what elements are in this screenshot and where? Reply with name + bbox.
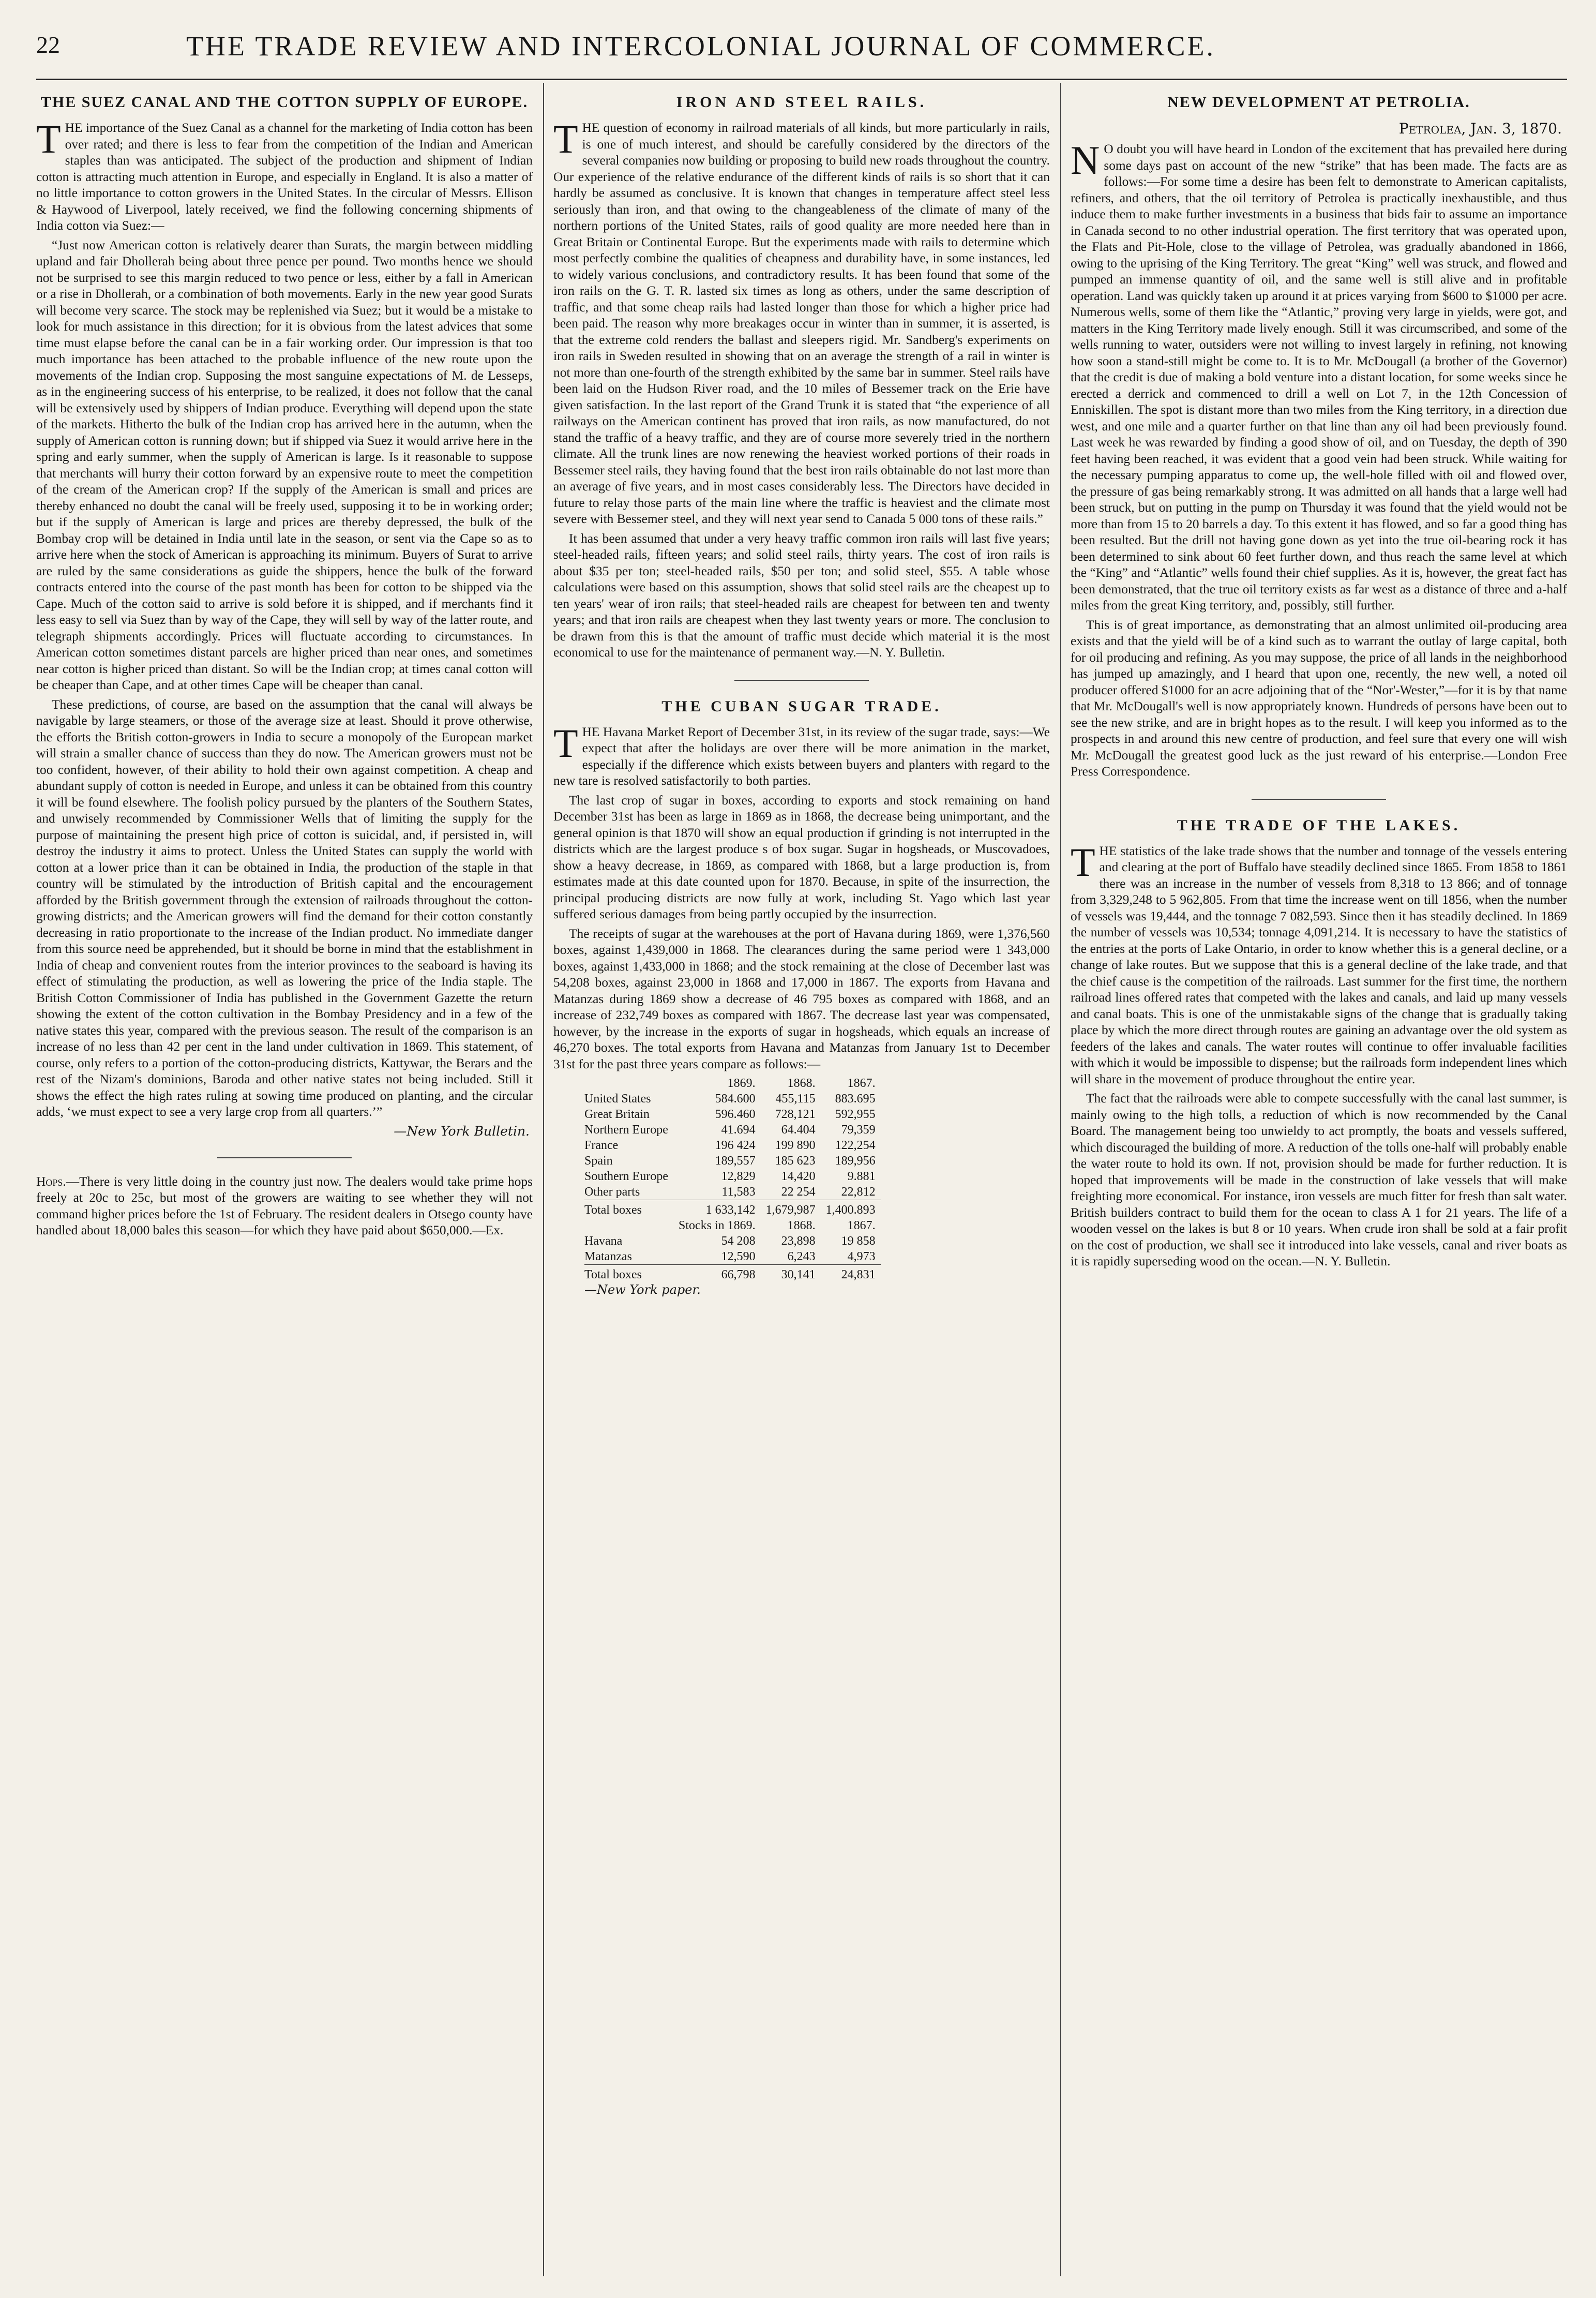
- row-label: Matanzas: [584, 1250, 632, 1263]
- table-row: [584, 1184, 881, 1200]
- table-row: [584, 1107, 881, 1122]
- paragraph-text: O doubt you will have heard in London of the excitement that has prevailed here during some days past on account of the new “strike” that has been made. The facts are as follows:—For some time a desire has been felt to demonstrate to American capitalists, refiners, and others, that the oil territory of Petrolea is practically inexhaustible, and thus induce them to make further investments in a business that bids fair to assume an importance in Canada second to no other industrial operation. The first territory that was operated upon, the Flats and Pit-Hole, close to the village of Petrolea, was gradually abandoned in 1866, owing to the uprising of the King Territory. The great “King” well was struck, and flowed and pumped an immense quantity of oil, and the same well is still alive and in profitable operation. Land was quickly taken up around it at prices varying from $600 to $1000 per acre. Numerous wells, some of them like the “Atlantic,” proving very large in yields, were got, and matters in the King Territory made lively enough. Still it was circumscribed, and some of the wells running to water, outsiders were not willing to invest largely in refining, not knowing how soon a stand-still might be come to. It is to Mr. McDougall (a brother of the Governor) that the credit is due of making a bold venture into a distant location, for some weeks since he erected a derrick and commenced to drill a well on Lot 7, in the 12th Concession of Enniskillen. The spot is distant more than two miles from the King territory, in a direction due west, and one mile and a quarter further on that line than any oil had been previously found. Last week he was rewarded by finding a good show of oil, and on Tuesday, the depth of 390 feet having been reached, it was evident that a good vein had been struck. While waiting for the necessary pumping apparatus to come up, the well-hole filled with oil and flowed over, the pressure of gas being remarkably strong. It was admitted on all hands that a large well had been struck, but on putting in the pump on Thursday it was found that the yield would not be more than from 15 to 20 barrels a day. To this extent it has flowed, and so far a good thing has been resulted. But the drill not having gone down as yet into the true oil-bearing rock it has been determined to sink about 60 feet further down, and thus reach the same level at which the “King” and “Atlantic” wells found their chief supplies. As it is, however, the great fact has been demonstrated, that the true oil territory exists as far west as a distance of three and a-half miles from the great King territory, and, possibly, still further.: [1071, 142, 1567, 613]
- drop-cap: N: [1071, 138, 1100, 183]
- column-1: [36, 89, 533, 2272]
- table-cell: 22,812: [841, 1185, 876, 1199]
- article-separator: [217, 1157, 352, 1158]
- table-cell: 6,243: [787, 1250, 816, 1263]
- hops-text: —There is very little doing in the country just now. The dealers would take prime hops freely at 20c to 25c, but most of the growers are waiting to see whether they will not command higher prices before the 1st of February. The resident dealers in Otsego county have handled about 18,000 bales this season—for which they have paid about $650,000.—Ex.: [36, 1174, 533, 1237]
- table-cell: 54 208: [721, 1234, 756, 1248]
- article-title-suez: THE SUEZ CANAL AND THE COTTON SUPPLY OF EUROPE.: [40, 94, 529, 111]
- table-row: [584, 1249, 881, 1265]
- table-cell: 23,898: [781, 1234, 816, 1248]
- article-title-petrolia: NEW DEVELOPMENT AT PETROLIA.: [1167, 94, 1470, 111]
- article-separator: [734, 680, 869, 681]
- column-3: [1071, 89, 1567, 2272]
- table-cell: 199 890: [775, 1139, 816, 1152]
- column-header: 1869.: [727, 1077, 756, 1090]
- drop-cap: T: [553, 116, 578, 161]
- article-paragraph: These predictions, of course, are based on the assumption that the canal will always be navigable by large steamers, or those of the average size at least. Should it prove otherwise, the efforts the British cotton-growers in India to secure a monopoly of the European market will strain a smaller chance of success than they do now. The American growers must not be too confident, however, of their ability to hold their own against competition. A cheap and abundant supply of cotton is needed in Europe, and unless it can be obtained from this country it will be found elsewhere. The foolish policy pursued by the planters of the Southern States, and unwisely recommended by Commissioner Wells that of limiting the supply for the purpose of maintaining the present high price of cotton is suicidal, and, if persisted in, will destroy the industry it aims to protect. Unless the United States can supply the world with cotton at a lower price than it can be obtained in India, the production of the staple in that country will be stimulated by the introduction of British capital and the encouragement afforded by the British government through the extension of railroads throughout the cotton-growing districts; and the American growers will find the demand for their cotton constantly decreasing in ratio proportionate to the increase of the Indian product. No immediate danger from this source need be apprehended, but it should be borne in mind that the establishment in India of cheap and convenient routes from the interior provinces to the seaboard is having its effect of stimulating the production, as well as lowering the price of the India staple. The British Cotton Commissioner of India has published in the Government Gazette the return showing the extent of the cotton cultivation in the Bombay Presidency and in a few of the native states this year, compared with the previous season. The result of the comparison is an increase of no less than 42 per cent in the land under cultivation in 1869. This statement, of course, only refers to a portion of the cotton-producing districts, Kattywar, the Berars and the rest of the Nizam's dominions, Baroda and other native states not being included. Still it shows the effect the high rates ruling at sowing time produced on planting, and the circular adds, ‘we must expect to see a very large crop from all quarters.’”: [36, 697, 533, 1119]
- article-source: —New York paper.: [584, 1282, 701, 1297]
- table-row: [584, 1122, 881, 1138]
- row-label: Northern Europe: [584, 1123, 668, 1137]
- article-paragraph: The last crop of sugar in boxes, according to exports and stock remaining on hand December 31st has been as large in 1869 as in 1868, the decrease being unimportant, and the general opinion is that 1870 will show an equal production if grinding is not interrupted in the districts which are the largest produce s of box sugar. Sugar in hogsheads, or Muscovadoes, show a heavy decrease, in 1869, as compared with 1868, but a large production is, from estimates made at this date counted upon for 1870. Because, in spite of the insurrection, the principal producing districts are now fully at work, including St. Yago which last year suffered serious damages from being partly occupied by the insurrection.: [553, 793, 1050, 921]
- drop-cap: T: [553, 720, 578, 766]
- table-cell: 1,400.893: [821, 1200, 881, 1218]
- table-cell: 12,590: [721, 1250, 756, 1263]
- article-paragraph: [1071, 839, 1567, 1088]
- column-2: [553, 89, 1050, 2272]
- paragraph-text: HE question of economy in railroad materials of all kinds, but more particularly in rails, is one of much interest, and should be carefully considered by the directors of the several companies now building or proposing to build new roads throughout the country. Our experience of the relative endurance of the different kinds of rails is so short that it can hardly be assumed as conclusive. It is known that changes in temperature affect steel less seriously than iron, and that owing to the changeableness of the climate of many of the northern portions of the United States, rails of good quality are more needed here than in Great Britain or Continental Europe. But the experiments made with rails to determine which most perfectly combine the qualities of cheapness and durability have, in some instances, led to widely various conclusions, and contradictory results. It has been found that some of the iron rails on the G. T. R. lasted six times as long as others, under the same description of traffic, and that some cheap rails had lasted longer than those for which a higher price had been paid. The reason why more breakages occur in winter than in summer, it is asserted, is that the extreme cold renders the ballast and sleepers rigid. Mr. Sandberg's experiments on iron rails in Sweden resulted in showing that on an average the strength of a rail in winter is not more than one-fourth of the strength exhibited by the same bar in summer. Steel rails have been laid on the Hudson River road, and the 10 miles of Bessemer track on the Erie have given satisfaction. In the last report of the Grand Trunk it is stated that “the experience of all railways on the American continent has proved that iron rails, as now manufactured, do not stand the traffic of a heavy traffic, and they are of course more severely tried in the northern climate. All the trunk lines are now renewing the heaviest worked portions of their roads in Bessemer steel rails, they having found that the best iron rails obtainable do not last more than an average of five years, and in most cases considerably less. The Directors have decided in future to relay those parts of the main line where the traffic is heaviest and the climate most severe with Bessemer steel, and they will next year send to Canada 5 000 tons of these rails.”: [553, 121, 1050, 526]
- column-divider: [543, 83, 544, 2276]
- table-cell: 883.695: [835, 1092, 876, 1106]
- column-header: 1867.: [847, 1219, 876, 1232]
- table-cell: 728,121: [775, 1108, 816, 1121]
- row-label: Other parts: [584, 1185, 640, 1199]
- article-paragraph: The receipts of sugar at the warehouses at the port of Havana during 1869, were 1,376,560 boxes, against 1,439,000 in 1868. The clearances during the same period were 1 343,000 boxes, against 1,433,000 in 1868; and the stock remaining at the close of December last was 54,208 boxes, against 23,000 in 1868 and 17,000 in 1867. The exports from Havana and Matanzas during 1869 show a decrease of 46 795 boxes as compared with 1868, and an increase of 232,749 boxes as compared with 1867. The decrease last year was compensated, however, by the increase in the exports of sugar in hogsheads, which equals an increase of 46,270 boxes. The total exports from Havana and Matanzas from January 1st to December 31st for the past three years compare as follows:—: [553, 926, 1050, 1071]
- table-cell: 189,557: [715, 1154, 756, 1168]
- article-title-iron: IRON AND STEEL RAILS.: [676, 94, 927, 111]
- table-cell: 79,359: [841, 1123, 876, 1137]
- article-title-sugar: THE CUBAN SUGAR TRADE.: [661, 697, 942, 715]
- stock-header-row: [584, 1218, 881, 1233]
- page-number: 22: [36, 32, 60, 58]
- row-label: Great Britain: [584, 1108, 650, 1121]
- article-separator: [1252, 799, 1386, 800]
- article-paragraph: It has been assumed that under a very heavy traffic common iron rails will last five years; steel-headed rails, fifteen years; and solid steel rails, thirty years. The cost of iron rails is about $35 per ton; steel-headed rails, $50 per ton; and solid steel, $55. A table whose calculations were based on this assumption, shows that solid steel rails are the cheapest up to ten years' wear of iron rails; that steel-headed rails are cheapest for between ten and twenty years; and that iron rails are cheapest when they last twenty years or more. The conclusion to be drawn from this is that the amount of traffic must decide which material it is the most economical to use for the maintenance of permanent way.—N. Y. Bulletin.: [553, 531, 1050, 660]
- article-paragraph: “Just now American cotton is relatively dearer than Surats, the margin between middling upland and fair Dhollerah being about three pence per pound. Two months hence we should not be surprised to see this margin reduced to two pence or less, either by a fall in American or a rise in Dhollerah, or a combination of both movements. Early in the new year good Surats will become very scarce. The stock may be replenished via Suez; but it would be a mistake to look for much assistance in this direction; for it is obvious from the latest advices that some time must elapse before the canal can be in a fair working order. Our impression is that too much importance has been attached to the probable influence of the new route upon the movements of the Indian crop. Supposing the most sanguine expectations of M. de Lesseps, as in the engineering success of his enterprise, to be realized, it does not follow that the canal will be extensively used by shippers of Indian produce. Everything will depend upon the state of the markets. Hitherto the bulk of the Indian crop has arrived here in the autumn, when the supply of American cotton is running down; but if shipped via Suez it would arrive here in the spring and early summer, when the supply of American is large. Is it reasonable to suppose that merchants will hurry their cotton forward by an expensive route to meet the competition of the cream of the American crop? If the supply of the American is small and prices are thereby enhanced no doubt the canal will be freely used, supposing it to be in working order; but if the supply of American is large and prices are thereby depressed, the bulk of the Bombay crop will be detained in India until late in the season, or sent via the Cape so as to arrive here when the stock of American is approaching its minimum. Buyers of Surat to arrive are ruled by the same considerations as guide the shippers, hence the bulk of the forward contracts entered into the course of the past month has been for cotton to be shipped via the Cape. Much of the cotton said to arrive is sold before it is shipped, and if merchants find it less easy to sell via Suez than by way of the Cape, they will sell by way of the latter route, and telegraph shipments accordingly. Prices will fluctuate according to circumstances. In American cotton sometimes distant parcels are higher priced than near ones, and sometimes near cotton is higher priced than distant. So will be the Indian crop; at times canal cotton will be cheaper than Cape, and at other times Cape will be cheaper than canal.: [36, 237, 533, 692]
- table-row: [584, 1233, 881, 1249]
- article-paragraph: This is of great importance, as demonstrating that an almost unlimited oil-producing area exists and that the yield will be of a kind such as to warrant the outlay of large capital, both for oil producing and refining. As you may suppose, the price of all lands in the neighborhood has jumped up amazingly, and I heard that upon one, recently, the new well, a noted oil producer offered $1000 for an acre adjoining that of the “Nor'-Wester,”—for it is by that name that Mr. McDougall's well is now appropriately known. Hundreds of persons have been out to see the new strike, and are in bright hopes as to the result. I will keep you informed as to the prospects in and around this new centre of production, and feel sure that every one will wish Mr. McDougall the greatest good luck as the just reward of his enterprise.—London Free Press Correspondence.: [1071, 617, 1567, 779]
- column-divider: [1060, 83, 1061, 2276]
- table-cell: 189,956: [835, 1154, 876, 1168]
- table-cell: 64.404: [781, 1123, 816, 1137]
- table-total-row: [584, 1200, 881, 1218]
- column-header: 1868.: [787, 1077, 816, 1090]
- table-cell: 19 858: [841, 1234, 876, 1248]
- row-label: Havana: [584, 1234, 623, 1248]
- newspaper-page: [36, 31, 1567, 2276]
- article-paragraph: [36, 116, 533, 234]
- table-cell: 596.460: [715, 1108, 756, 1121]
- table-row: [584, 1169, 881, 1184]
- paragraph-text: HE statistics of the lake trade shows that the number and tonnage of the vessels entering and clearing at the port of Buffalo have steadily declined since 1865. From 1858 to 1861 there was an increase in the number of vessels from 8,318 to 13 866; and of tonnage from 3,329,248 to 5 962,805. From that time the increase went on till 1856, when the number of vessels was 19,444, and the tonnage 7 082,593. Since then it has steadily declined. In 1869 the number of vessels was 10,534; tonnage 4,091,214. It is necessary to have the statistics of the entries at the ports of Lake Ontario, in order to know whether this is a general decline, or a change of lake routes. But we suppose that this is a general decline of the lake trade, and that the chief cause is the competition of the railroads. Last summer for the first time, the northern railroad lines offered rates that competed with the lakes and canals, and laid up many vessels and canal boats. This is one of the unmistakable signs of the change that is gradually taking place by which the more direct through routes are gaining an advantage over the old system as feeders of the lakes and canals. The water routes will continue to offer invaluable facilities with which it would be impossible to dispense; but the railroads form independent lines which will share in the movement of produce throughout the entire year.: [1071, 843, 1567, 1086]
- masthead-title: THE TRADE REVIEW AND INTERCOLONIAL JOURNAL OF COMMERCE.: [186, 31, 1215, 62]
- column-header: 1867.: [847, 1077, 876, 1090]
- row-label: Southern Europe: [584, 1170, 668, 1183]
- article-source: —New York Bulletin.: [394, 1123, 530, 1139]
- dateline: Petrolea, Jan. 3, 1870.: [1398, 120, 1562, 137]
- table-row: [584, 1138, 881, 1153]
- table-cell: 14,420: [781, 1170, 816, 1183]
- table-row: [584, 1091, 881, 1107]
- table-cell: 30,141: [761, 1265, 821, 1283]
- article-title-lakes: THE TRADE OF THE LAKES.: [1177, 816, 1461, 834]
- row-label: Total boxes: [584, 1265, 673, 1283]
- table-cell: 122,254: [835, 1139, 876, 1152]
- column-header: 1868.: [787, 1219, 816, 1232]
- article-paragraph: [553, 116, 1050, 528]
- table-cell: 9.881: [847, 1170, 876, 1183]
- article-paragraph: [1071, 138, 1567, 614]
- table-row: [584, 1153, 881, 1169]
- hops-paragraph: [36, 1174, 533, 1239]
- table-cell: 592,955: [835, 1108, 876, 1121]
- column-header: Stocks in 1869.: [678, 1219, 756, 1232]
- row-label: United States: [584, 1092, 651, 1106]
- table-cell: 41.694: [721, 1123, 756, 1137]
- drop-cap: T: [1071, 839, 1095, 885]
- hops-lead: Hops.: [36, 1174, 66, 1189]
- table-cell: 12,829: [721, 1170, 756, 1183]
- table-cell: 24,831: [821, 1265, 881, 1283]
- table-cell: 1,679,987: [761, 1200, 821, 1218]
- table-cell: 1 633,142: [673, 1200, 761, 1218]
- table-cell: 11,583: [721, 1185, 756, 1199]
- table-header-row: [584, 1076, 881, 1091]
- table-cell: 22 254: [781, 1185, 816, 1199]
- article-paragraph: The fact that the railroads were able to compete successfully with the canal last summer, is mainly owing to the high tolls, a reduction of which is now recommended by the Canal Board. The management being too unwieldy to act promptly, the boats and vessels suffered, which discouraged the building of more. A reduction of the tolls one-half will probably enable the water route to hold its own. If not, provision should be made for further reduction. It is hoped that improvements will be made in the construction of lake vessels that will make freighting more economical. For instance, iron vessels are much fitter for fresh than salt water. British builders contract to build them for the ocean to class A 1 for 21 years. The life of a wooden vessel on the lakes is but 8 or 10 years. When crude iron shall be sold at a fair profit on the cost of production, we shall see it introduced into lake vessels, canal and river boats as it is rapidly superseding wood on the ocean.—N. Y. Bulletin.: [1071, 1091, 1567, 1269]
- page-header: [36, 31, 1567, 88]
- table-cell: 455,115: [775, 1092, 816, 1106]
- paragraph-text: HE Havana Market Report of December 31st, in its review of the sugar trade, says:—We expect that after the holidays are over there will be more animation in the market, especially if the difference which exists between buyers and planters with regard to the new tare is resolved satisfactorily to both parties.: [553, 724, 1050, 788]
- table-cell: 196 424: [715, 1139, 756, 1152]
- table-cell: 185 623: [775, 1154, 816, 1168]
- header-rule: [36, 79, 1567, 80]
- paragraph-text: HE importance of the Suez Canal as a channel for the marketing of India cotton has been over rated; and there is less to fear from the competition of the Indian and American staples than was anticipated. The subject of the production and shipment of Indian cotton is attracting much attention in Europe, and especially in England. It is also a matter of no little importance to cotton growers in the United States. In the circular of Messrs. Ellison & Haywood of Liverpool, lately received, we find the following concerning shipments of India cotton via Suez:—: [36, 121, 533, 233]
- table-cell: 4,973: [847, 1250, 876, 1263]
- sugar-exports-table: [584, 1076, 881, 1282]
- table-total-row: [584, 1265, 881, 1283]
- row-label: Total boxes: [584, 1200, 673, 1218]
- table-cell: 66,798: [673, 1265, 761, 1283]
- row-label: France: [584, 1139, 619, 1152]
- article-paragraph: [553, 720, 1050, 789]
- row-label: Spain: [584, 1154, 613, 1168]
- table-cell: 584.600: [715, 1092, 756, 1106]
- drop-cap: T: [36, 116, 61, 161]
